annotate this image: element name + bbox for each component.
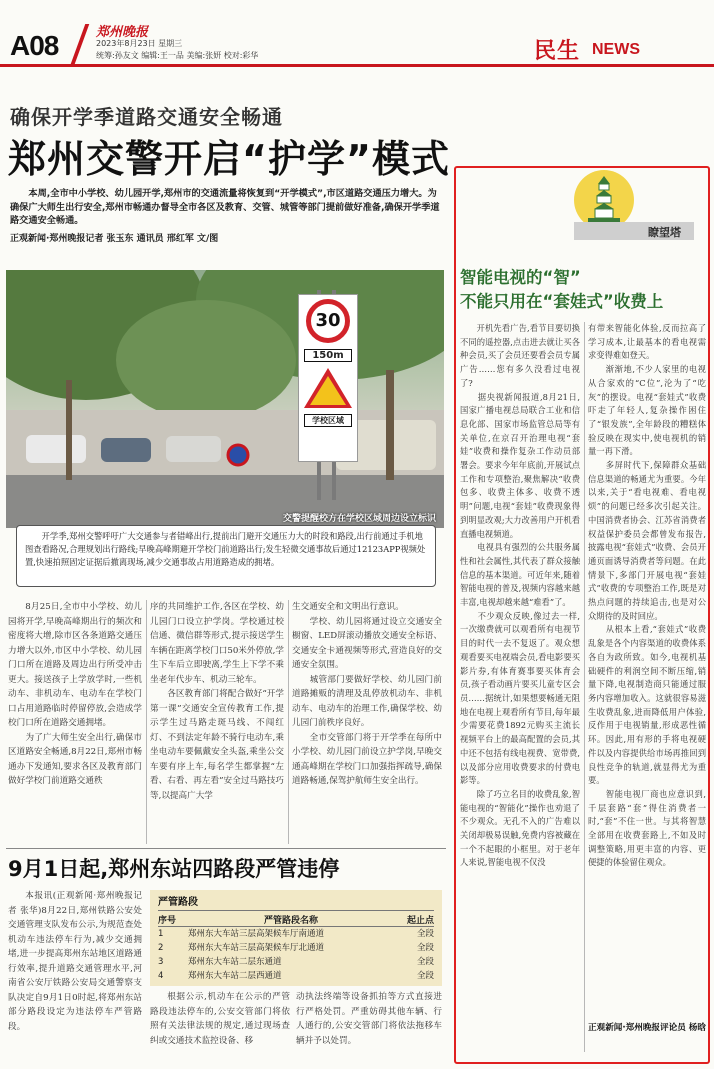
speed-limit-sign: 30 (306, 299, 350, 343)
header-slash (71, 24, 90, 64)
table-cell: 全段 (416, 929, 434, 939)
table-cell: 1 (158, 929, 164, 939)
table-header: 严管路段名称 (263, 916, 318, 926)
section-name: 民生 (534, 39, 581, 64)
page-code: A08 (10, 30, 59, 61)
table-cell: 郑州东大车站二层东通道 (188, 957, 282, 967)
tips-callout (16, 525, 436, 587)
table-header-row (158, 913, 434, 927)
tower-icon (574, 170, 634, 230)
main-lead: 本周,全市中小学校、幼儿园开学,郑州市的交通流量将恢复到“开学模式”,市区道路交通压力增大。为确保广大师生出行安全,郑州市畅通办督导全市各区及教育、交管、城管等部门提前做好准备,确保开学季道路交通安全畅通。 (10, 188, 440, 227)
second-col-1: 本报讯(正观新闻·郑州晚报记者 张华)8月22日,郑州铁路公安处交通管理支队发布公示,为规范查处机动车违法停车行为,减少交通拥堵,进一步提高郑州东站地区道路通行效率,提升道路交通管理水平,河南省公安厅铁路公安局交通警察支队决定自9月1日0时起,将郑州东站部分路段设定为违法停车严管路段。 (8, 891, 142, 1032)
date-line: 2023年8月23日 星期三 (96, 39, 183, 48)
opinion-title-line2: 不能只用在“套娃式”收费上 (460, 292, 664, 311)
school-zone-plate: 学校区域 (304, 414, 352, 427)
second-col-2: 根据公示,机动车在公示的严管路段违法停车的,公安交管部门将依照有关法律法规的规定,通过现场查纠或交通技术监控设备、移 (150, 992, 290, 1046)
opinion-col-2: 有带来智能化体验,反而拉高了学习成本,让最基本的看电视需求变得难如登天。 渐渐地,不少人家里的电视从合家欢的“C位”,沦为了“吃灰”的摆设。电视“套娃式”收费吓走了年轻人,复杂操作困住了“银发族”,全年龄段的糟糕体验反映在现实中,使电视机的销量一再下滑。 多屏时代下,保障群众基础信息渠道的畅通尤为重要。今年以来,关于“看电视难、看电视烦”的问题已经多次引起关注。中国消费者协会、江苏省消费者权益保护委员会都曾发布报告,披露电视“套娃式”收费、会员开通页面诱导消费者等问题。在此情景下,多部门开展电视“套娃式”收费的专项整治工作,既是对热点问题的持续追击,也是对公众期待的及时回应。 从根本上看,“套娃式”收费乱象是各个内容渠道的收费体系各自为政所致。如今,电视机基础硬件的利润空间不断压缩,销量下降,电视制造商只能通过服务内容增加收入。这就很容易滋生收费乱象,进而降低用户体验,反作用于电视销量,形成恶性循环。因此,用有形的手将电视硬件以及内容提供给市场再推回到良性竞争的轨道,就显得尤为重要。 智能电视厂商也应意识到,千层套路“套”得住消费者一时,“套”不住一世。与其将智慧全部用在收费套路上,不如及时调整策略,用更丰富的内容、更便捷的体验留住观众。 (588, 323, 706, 868)
main-subtitle: 确保开学季道路交通安全畅通 (10, 105, 283, 129)
photo-scene (6, 270, 444, 528)
table-cell: 郑州东大车站三层高架候车厅北通道 (188, 943, 325, 953)
section-news-label: NEWS (592, 41, 640, 58)
col-divider (288, 600, 289, 844)
opinion-title-line1: 智能电视的“智” (460, 268, 581, 287)
table-title: 严管路段 (158, 893, 434, 911)
table-cell: 3 (158, 957, 164, 967)
table-cell: 2 (158, 943, 164, 953)
school-warning-sign (304, 368, 352, 408)
second-headline: 9月1日起,郑州东站四路段严管违停 (8, 857, 340, 881)
header-rule (0, 64, 714, 67)
opinion-byline: 正观新闻·郑州晚报评论员 杨晗 (588, 1023, 706, 1033)
restricted-roads-table (150, 890, 442, 986)
table-row (158, 941, 434, 955)
tower-logo (574, 170, 634, 230)
table-cell: 全段 (416, 971, 434, 981)
article-separator (6, 848, 446, 849)
main-byline: 正观新闻·郑州晚报记者 张玉东 通讯员 邢红军 文/图 (10, 234, 219, 244)
main-col-2: 序的共同维护工作,各区在学校、幼儿园门口设立护学岗。学校通过校信通、微信群等形式,提示接送学生车辆在距离学校门口50米外停放,学生下车后立即驶离,学生上下学不乘坐老年代步车、机动三轮车。 各区教育部门将配合做好“开学第一课”交通安全宣传教育工作,提示学生过马路走斑马线、不闯红灯、不到法定年龄不骑行电动车,乘坐电动车要佩戴安全头盔,乘坐公交车要有序上车,每名学生都掌握“左看、右看、再左看”安全过马路技巧等,以提高广大学 (150, 602, 284, 801)
table-cell: 郑州东大车站二层西通道 (188, 971, 282, 981)
main-col-1: 8月25日,全市中小学校、幼儿园将开学,早晚高峰期出行的频次和密度将大增,除市区各条道路交通压力增大以外,市区中小学校、幼儿园门口所在道路及周边出行所受冲击更大。接送孩子上学放学时,一些机动车、非机动车、电动车在学校门口占用道路临时停留停放,会造成学校门口所在道路交通拥堵。 为了广大师生安全出行,确保市区道路安全畅通,8月22日,郑州市畅通办下发通知,要求各区及教育部门做好学校门前道路交通秩 (8, 602, 142, 786)
photo-caption: 交警提醒校方在学校区域周边设立标识 (282, 514, 436, 524)
table-row (158, 927, 434, 941)
table-cell: 全段 (416, 943, 434, 953)
main-headline: 郑州交警开启“护学”模式 (8, 137, 450, 181)
distance-plate: 150m (304, 349, 352, 362)
masthead-logo: 郑州晚报 (96, 25, 149, 40)
table-cell: 全段 (416, 957, 434, 967)
main-col-3: 生交通安全和文明出行意识。 学校、幼儿园将通过设立交通安全橱窗、LED屏滚动播放交通安全标语、交通安全卡通视频等形式,营造良好的交通安全氛围。 城管部门要做好学校、幼儿园门前道路摊贩的清理及乱停放机动车、非机动车、电动车的治理工作,确保学校、幼儿园门前秩序良好。 全市交管部门将于开学季在每所中小学校、幼儿园门前设立护学岗,早晚交通高峰期在学校门口加强指挥疏导,确保道路畅通,保驾护航师生安全出行。 (292, 602, 442, 786)
column-badge-label: 瞭望塔 (648, 226, 681, 239)
table-row (158, 955, 434, 969)
tips-callout-text: 开学季,郑州交警呼吁广大交通参与者错峰出行,提前出门避开交通压力大的时段和路段,出行前通过手机地图查看路况,合理规划出行路线;早晚高峰期避开学校门前道路出行;发生轻微交通事故后通过12123APP视频处置,快速拍照固定证据后撤离现场,减少交通事故占用道路造成的拥堵。 (25, 531, 426, 567)
col-divider (146, 600, 147, 844)
traffic-sign-photo (6, 270, 444, 528)
table-row (158, 969, 434, 983)
sign-board (298, 294, 358, 462)
credits-line: 统筹:孙友文 编辑:王一品 美编:张妍 校对:彩华 (96, 51, 259, 60)
table-header: 序号 (158, 916, 177, 926)
col-divider (584, 322, 585, 1052)
opinion-col-1: 开机先看广告,看节目要切换不同的遥控器,点击进去就让买各种会员,买了会员还要看会员专属广告……您有多久没看过电视了? 据央视新闻报道,8月21日,国家广播电视总局联合工业和信息化部、国家市场监管总局等有关单位,在京召开治理电视“套娃”收费和操作复杂工作动员部署会。要求今年年底前,开展试点工作和专项整治,聚焦解决“收费包多、收费主体多、收费不透明”问题,电视“套娃”收费现象得到明显改观;大力改善用户开机看直播电视频道。 电视具有强烈的公共服务属性和社会属性,其代表了群众接触信息的基本渠道。可近年来,随着智能电视的普及,视频内容越来越丰富,电视却越来越“难看”了。 不少观众反映,像过去一样,一次缴费就可以观看所有电视节目的时代一去不复返了。观众想观看要买电视端会员,看电影要买影片券,有体育赛事要买体育会员,孩子看动画片要买儿童专区会员……据统计,如果想要畅通无阻地在电视上观看所有节目,每年最少需要花费1892元购买主流长视频平台上的最高配置的会员,其中还不包括有线电视费、宽带费,以及部分应用收费要求的付费电影等。 除了巧立名目的收费乱象,智能电视的“智能化”操作也劝退了不少观众。无孔不入的广告难以关闭却极易误触,免费内容被藏在一个不起眼的小框里。对于老年人来说,智能电视不仅没 (460, 323, 580, 868)
table-cell: 郑州东大车站三层高架候车厅南通道 (188, 929, 325, 939)
table-cell: 4 (158, 971, 164, 981)
second-col-3: 动执法终端等设备抓拍等方式直接进行严格处罚。严重妨碍其他车辆、行人通行的,公安交管部门将依法拖移车辆并予以处罚。 (296, 992, 442, 1046)
table-header: 起止点 (406, 916, 434, 926)
